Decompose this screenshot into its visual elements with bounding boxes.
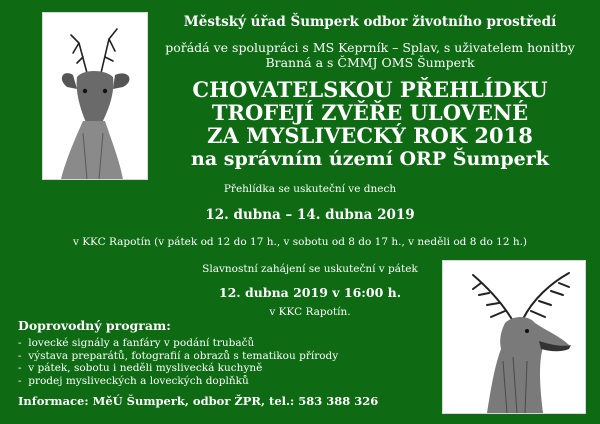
roebuck-drawing	[42, 12, 148, 180]
date-range: 12. dubna – 14. dubna 2019	[205, 207, 415, 223]
program-list	[18, 337, 338, 387]
contact-info: Informace: MěÚ Šumperk, odbor ŽPR, tel.: 583 388 326	[18, 394, 379, 408]
program-item: - prodej mysliveckých a loveckých doplňků	[18, 375, 338, 388]
schedule-intro: Přehlídka se uskuteční ve dnech	[223, 183, 397, 195]
headline-region: na správním území ORP Šumperk	[191, 148, 549, 170]
program-title: Doprovodný program:	[18, 318, 171, 333]
program-item: - výstava preparátů, fotografií a obrazů s tematikou přírody	[18, 350, 338, 363]
location-hours: v KKC Rapotín (v pátek od 12 do 17 h., v sobotu od 8 do 17 h., v neděli od 8 do 12 h.)	[72, 236, 528, 248]
cooperation-text: pořádá ve spolupráci s MS Keprník – Splav, s uživatelem honitby Branná a s ČMMJ OMS Šumperk	[165, 40, 575, 70]
headline-line-1: CHOVATELSKOU PŘEHLÍDKU	[192, 77, 548, 102]
opening-intro: Slavnostní zahájení se uskuteční v pátek	[202, 263, 418, 275]
stag-drawing	[442, 260, 586, 414]
opening-location: v KKC Rapotín.	[269, 306, 351, 318]
headline-line-2: TROFEJÍ ZVĚŘE ULOVENÉ	[211, 100, 529, 125]
roebuck-illustration	[43, 13, 147, 179]
opening-date: 12. dubna 2019 v 16:00 h.	[218, 285, 402, 300]
headline-line-3: ZA MYSLIVECKÝ ROK 2018	[207, 123, 533, 148]
stag-illustration	[443, 261, 585, 413]
event-headline	[160, 78, 580, 147]
organizer-title: Městský úřad Šumperk odbor životního prostředí	[183, 14, 557, 30]
program-item: - v pátek, sobotu i neděli myslivecká kuchyně	[18, 362, 338, 375]
program-item: - lovecké signály a fanfáry v podání trubačů	[18, 337, 338, 350]
